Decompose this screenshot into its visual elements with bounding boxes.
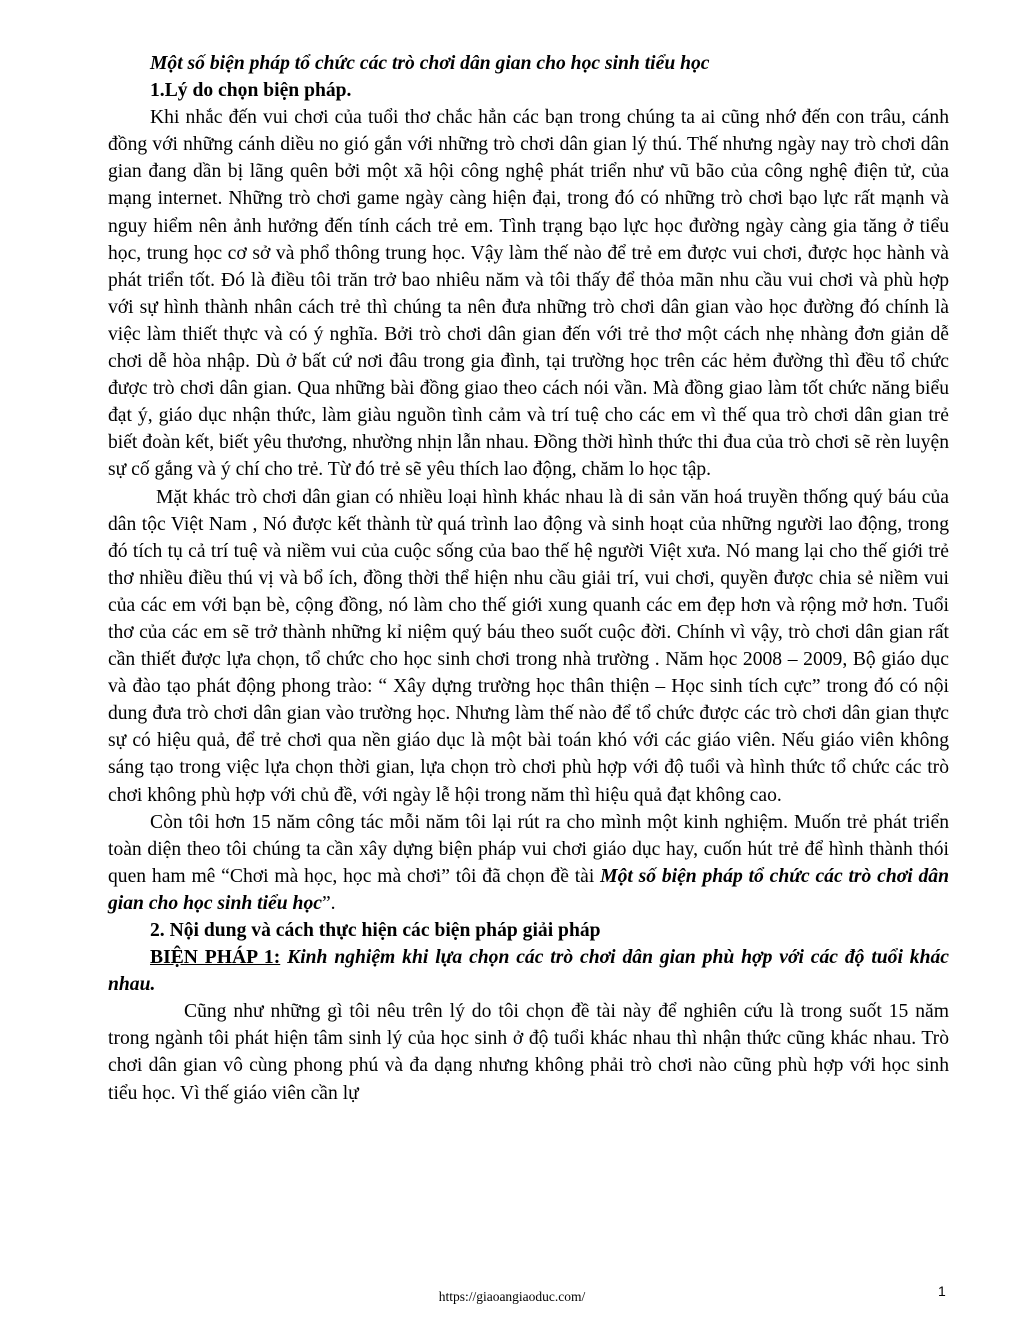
section-1-heading: 1.Lý do chọn biện pháp. [150,80,352,102]
section-2-heading: 2. Nội dung và cách thực hiện các biện pháp giải pháp [150,920,601,941]
paragraph-2: Mặt khác trò chơi dân gian có nhiều loại hình khác nhau là di sản văn hoá truyền thống quý báu của dân tộc Việt Nam , Nó được kết thành từ quá trình lao động và sinh hoạt của những người lao động, trong đó tích tụ cả trí tuệ và niềm vui của cuộc sống của bao thế hệ người Việt xưa. Nó mang lại cho thế giới trẻ thơ nhiều điều thú vị và bổ ích, đồng thời thể hiện nhu cầu giải trí, vui chơi, quyền được chia sẻ niềm vui của các em với bạn bè, cộng đồng, nó làm cho thế giới xung quanh các em đẹp hơn và rộng mở hơn. Tuổi thơ của các em sẽ trở thành những kỉ niệm quý báu theo suốt cuộc đời. Chính vì vậy, trò chơi dân gian rất cần thiết được lựa chọn, tổ chức cho học sinh chơi trong nhà trường . Năm học 2008 – 2009, Bộ giáo dục và đào tạo phát động phong trào: “ Xây dựng trường học thân thiện – Học sinh tích cực” trong đó có nội dung đưa trò chơi dân gian vào trường học. Nhưng làm thế nào để tổ chức được các trò chơi dân gian thực sự có hiệu quả, để trẻ chơi qua nền giáo dục là một bài toán khó với các giáo viên. Nếu giáo viên không sáng tạo trong việc lựa chọn thời gian, lựa chọn trò chơi phù hợp với độ tuổi và hình thức tổ chức các trò chơi không phù hợp với chủ đề, với ngày lễ hội trong năm thì hiệu quả đạt không cao. [108,486,949,806]
measure-1-label: BIỆN PHÁP 1: [150,947,281,969]
paragraph-3-topic: Một số biện pháp tổ chức các trò chơi dân gian cho học sinh tiểu học [108,865,949,914]
paragraph-3-text: Còn tôi hơn 15 năm công tác mỗi năm tôi lại rút ra cho mình một kinh nghiệm. Muốn trẻ phát triển toàn diện theo tôi chúng ta cần xây dựng biện pháp vui chơi giáo dục hay, cuốn hút trẻ để hình thành thói quen ham mê “Chơi mà học, học mà chơi” tôi đã chọn đề tài [108,811,949,887]
paragraph-3 [108,809,949,917]
document-title: Một số biện pháp tổ chức các trò chơi dân gian cho học sinh tiểu học [150,53,710,74]
footer-url: https://giaoangiaoduc.com/ [438,1289,586,1304]
paragraph-3-end: ”. [321,892,336,914]
document-page [108,50,949,1107]
page-number: 1 [938,1283,946,1299]
paragraph-4: Cũng như những gì tôi nêu trên lý do tôi chọn đề tài này để nghiên cứu là trong suốt 15 năm trong ngành tôi phát hiện tâm sinh lý của học sinh ở độ tuổi khác nhau thì nhận thức cũng khác nhau. Trò chơi dân gian vô cùng phong phú và đa dạng nhưng không phải trò chơi nào cũng phù hợp với học sinh tiểu học. Vì thế giáo viên cần lự [108,1001,949,1104]
measure-1-heading [108,944,949,998]
measure-1-title: Kinh nghiệm khi lựa chọn các trò chơi dân gian phù hợp với các độ tuổi khác nhau. [108,947,949,996]
paragraph-1: Khi nhắc đến vui chơi của tuổi thơ chắc hẳn các bạn trong chúng ta ai cũng nhớ đến con trâu, cánh đồng với những cánh diều no gió gắn với những trò chơi dân gian lý thú. Thế nhưng ngày nay trò chơi dân gian đang dần bị lãng quên bởi một xã hội công nghệ phát triển như vũ bão của công nghệ điện tử, của mạng internet. Những trò chơi game ngày càng hiện đại, trong đó có những trò chơi bạo lực rất mạnh và nguy hiểm nên ảnh hưởng đến tính cách trẻ em. Tình trạng bạo lực học đường ngày càng gia tăng ở tiểu học, trung học cơ sở và phổ thông trung học. Vậy làm thế nào để trẻ em được vui chơi, được học hành và phát triển tốt. Đó là điều tôi trăn trở bao nhiêu năm và tôi thấy để thỏa mãn nhu cầu vui chơi và phù hợp với sự hình thành nhân cách trẻ thì chúng ta nên đưa những trò chơi dân gian vào học đường đó chính là việc làm thiết thực và có ý nghĩa. Bởi trò chơi dân gian đến với trẻ thơ một cách nhẹ nhàng đơn giản dễ chơi dễ hòa nhập. Dù ở bất cứ nơi đâu trong gia đình, tại trường học trên các hẻm đường thì đều tổ chức được trò chơi dân gian. Qua những bài đồng giao theo cách nói vần. Mà đồng giao làm tốt chức năng biểu đạt ý, giáo dục nhận thức, làm giàu nguồn tình cảm và trí tuệ cho các em vì thế qua trò chơi dân gian trẻ biết đoàn kết, biết yêu thương, nhường nhịn lẫn nhau. Đồng thời hình thức thi đua của trò chơi sẽ rèn luyện sự cố gắng và ý chí cho trẻ. Từ đó trẻ sẽ yêu thích lao động, chăm lo học tập. [108,107,949,481]
